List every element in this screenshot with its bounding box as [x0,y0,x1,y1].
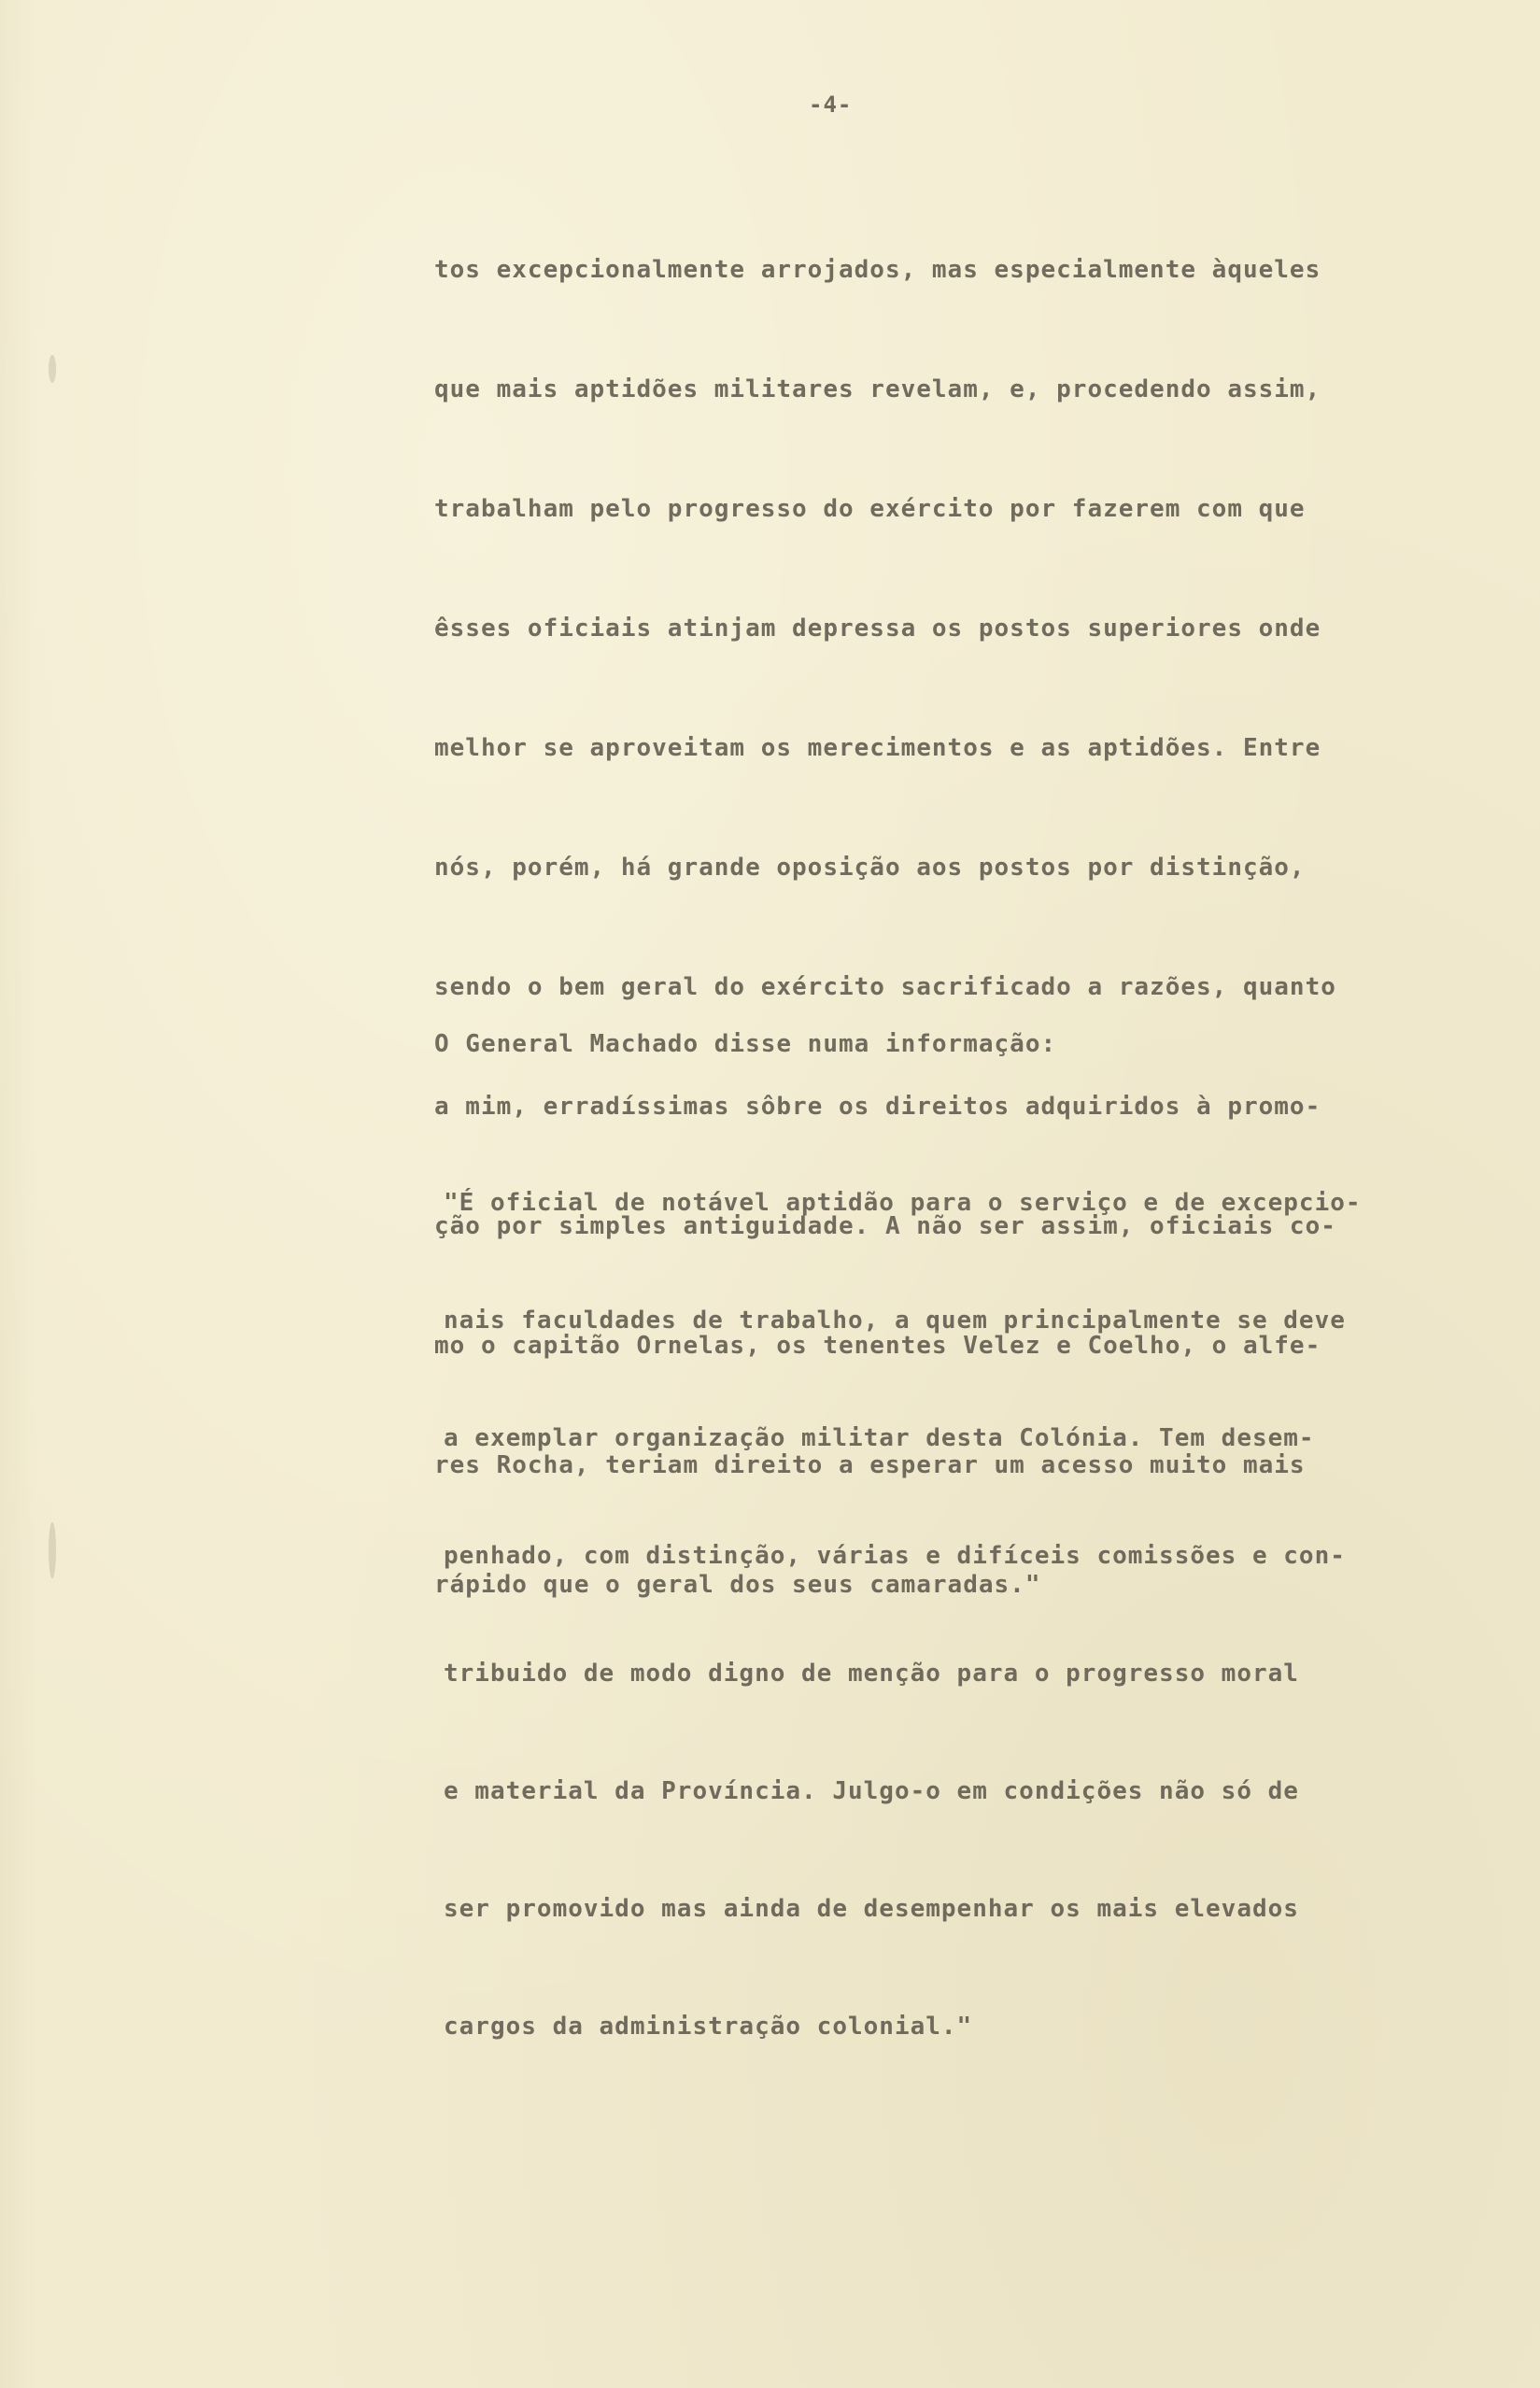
text-line: penhado, com distinção, várias e difíceis comissões e con- [444,1542,1346,1570]
text-line: a exemplar organização militar desta Colónia. Tem desem- [444,1424,1315,1452]
text-line: e material da Província. Julgo-o em condições não só de [444,1777,1299,1805]
text-line: trabalham pelo progresso do exército por fazerem com que [434,495,1306,523]
intro-sentence: O General Machado disse numa informação: [434,1030,1057,1058]
text-line: mo o capitão Ornelas, os tenentes Velez e Coelho, o alfe- [434,1332,1321,1360]
text-line: tribuido de modo digno de menção para o progresso moral [444,1660,1299,1688]
text-line: nais faculdades de trabalho, a quem principalmente se deve [444,1307,1346,1335]
text-line: res Rocha, teriam direito a esperar um acesso muito mais [434,1451,1306,1479]
text-line: ção por simples antiguidade. A não ser assim, oficiais co- [434,1212,1336,1240]
paper-blemish [49,355,56,383]
text-line: "É oficial de notável aptidão para o serviço e de excepcio- [444,1189,1362,1217]
text-line: êsses oficiais atinjam depressa os postos superiores onde [434,615,1321,643]
text-line: tos excepcionalmente arrojados, mas especialmente àqueles [434,256,1321,284]
page-number: -4- [809,92,853,118]
text-line: cargos da administração colonial." [444,2013,973,2041]
quoted-report [444,1116,1362,2113]
text-line: rápido que o geral dos seus camaradas." [434,1571,1041,1599]
text-line: sendo o bem geral do exército sacrificado a razões, quanto [434,973,1336,1001]
text-line: ser promovido mas ainda de desempenhar os mais elevados [444,1895,1299,1923]
paper-blemish [49,1522,56,1578]
text-line: a mim, erradíssimas sôbre os direitos adquiridos à promo- [434,1093,1321,1121]
text-line: que mais aptidões militares revelam, e, procedendo assim, [434,375,1321,403]
text-line: nós, porém, há grande oposição aos postos por distinção, [434,854,1306,882]
text-line: melhor se aproveitam os merecimentos e as aptidões. Entre [434,734,1321,762]
